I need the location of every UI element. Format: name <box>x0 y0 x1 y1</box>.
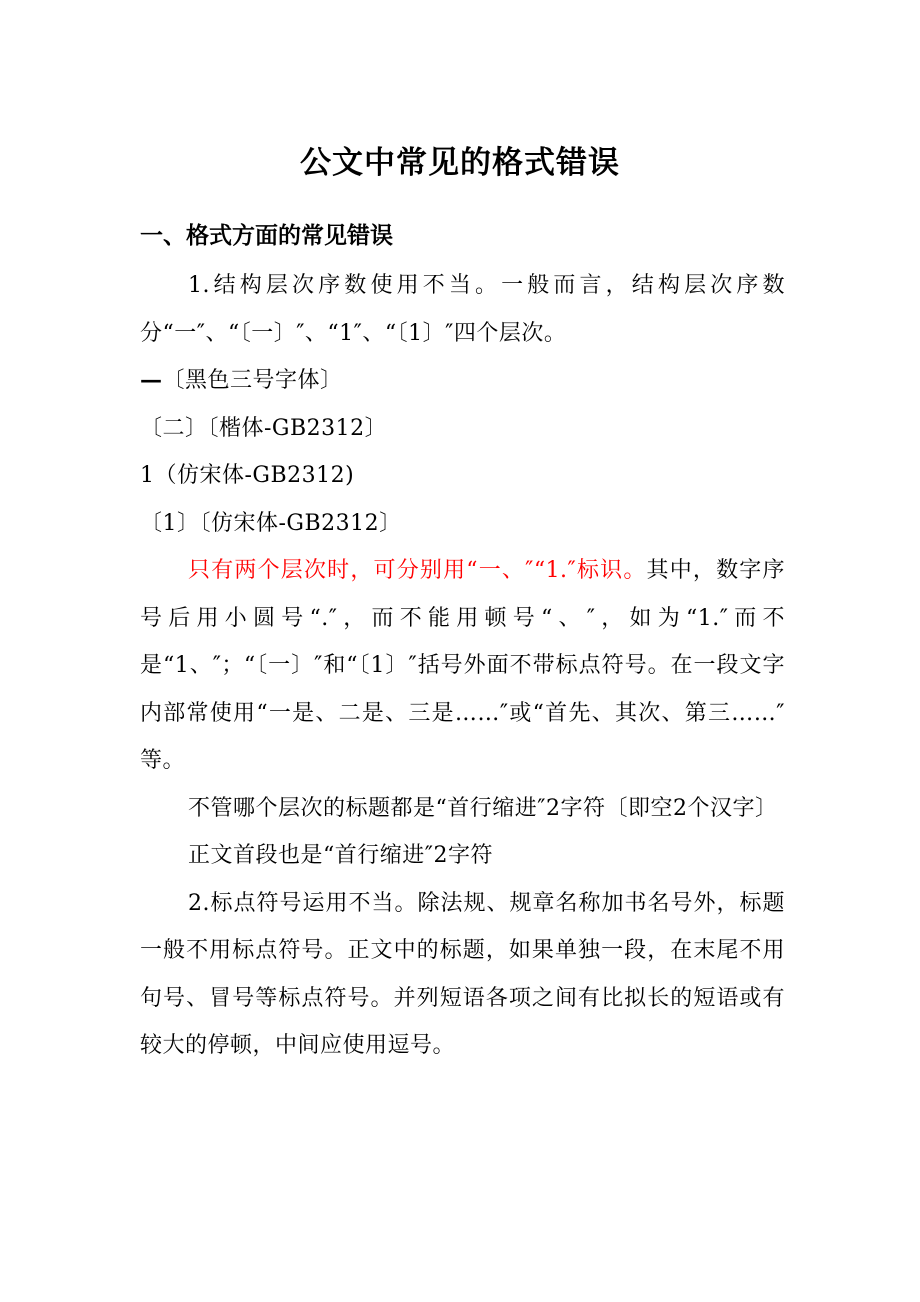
paragraph-two-levels-rest: 其中，数字序号后用小圆号“.″，而不能用顿号“、″，如为“1.″而不是“1、″；“〔一〕″和“〔1〕″括号外面不带标点符号。在一段文字内部常使用“一是、二是、三是……″或“首先、其次、第三……″等。 <box>140 558 785 773</box>
section-heading: 一、格式方面的常见错误 <box>140 222 393 249</box>
level-two-example: 〔二〕〔楷体-GB2312〕 <box>140 415 388 441</box>
paragraph-body-indent: 正文首段也是“首行缩进″2字符 <box>188 843 493 868</box>
level-one-dash: — <box>140 367 163 393</box>
intro-block <box>140 262 785 1070</box>
document-title: 公文中常见的格式错误 <box>300 145 620 181</box>
level-one-example <box>140 357 785 405</box>
paragraph-structure-levels: 1.结构层次序数使用不当。一般而言，结构层次序数分“一″、“〔一〕″、“1″、“〔1〕″四个层次。 <box>140 273 785 346</box>
paragraph-two-levels <box>140 547 785 785</box>
paragraph-punctuation: 2.标点符号运用不当。除法规、规章名称加书名号外，标题一般不用标点符号。正文中的标题，如果单独一段，在末尾不用句号、冒号等标点符号。并列短语各项之间有比拟长的短语或有较大的停顿，中间应使用逗号。 <box>140 890 785 1058</box>
level-three-example: 1（仿宋体-GB2312) <box>140 463 355 488</box>
level-four-example: 〔1〕〔仿宋体-GB2312〕 <box>140 510 402 536</box>
level-one-font: 〔黑色三号字体〕 <box>162 368 343 393</box>
paragraph-heading-indent: 不管哪个层次的标题都是“首行缩进″2字符〔即空2个汉字〕 <box>188 795 778 821</box>
highlighted-rule: 只有两个层次时，可分别用“一、″“1.″标识。 <box>188 558 647 583</box>
